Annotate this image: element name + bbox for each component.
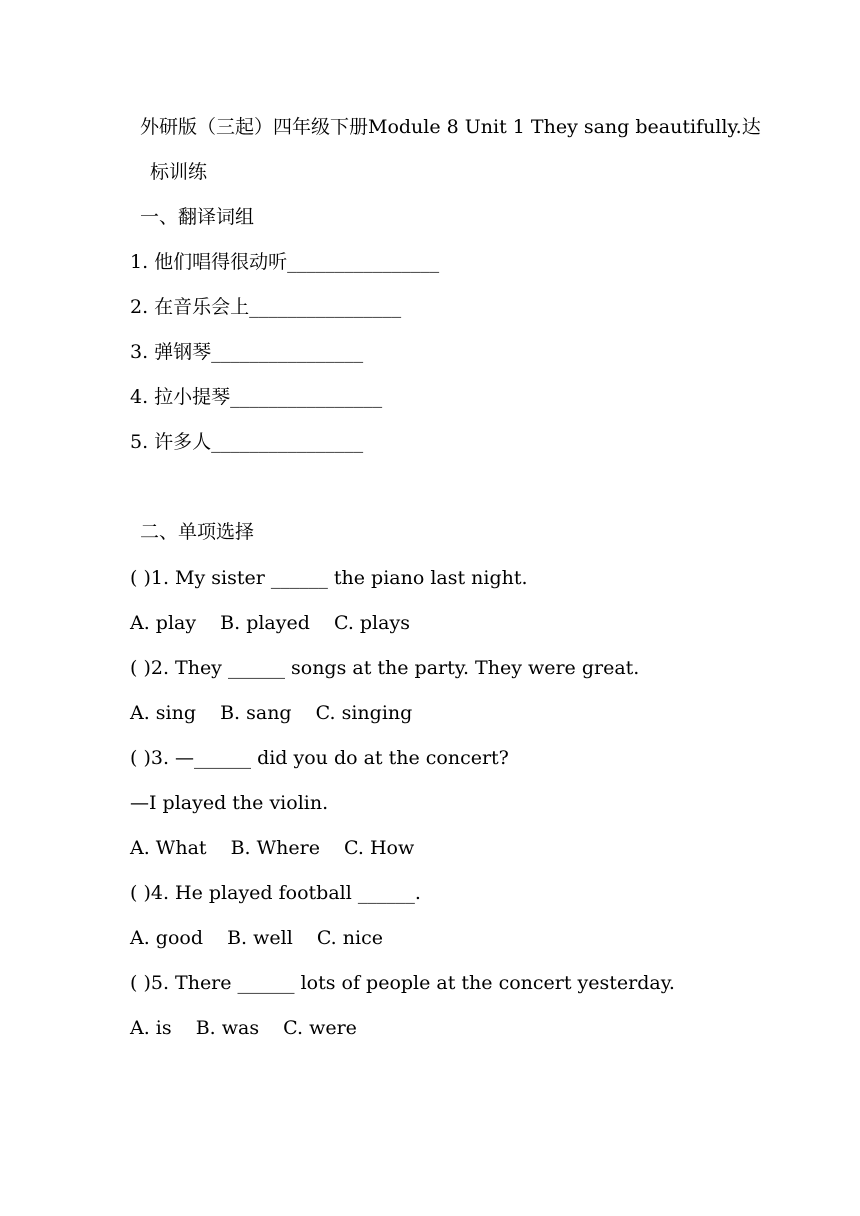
question-1-options [130, 611, 428, 635]
section-1-heading: 一、翻译词组 [140, 206, 255, 228]
translation-item-3: 3. 弹钢琴________________ [130, 341, 364, 363]
question-5-option-a: A. is [130, 1017, 172, 1039]
translation-item-1: 1. 他们唱得很动听________________ [130, 251, 440, 273]
question-3-answer-line: —I played the violin. [130, 792, 329, 814]
document-title-line-2: 标训练 [150, 161, 208, 183]
question-1-option-b: B. played [220, 612, 310, 634]
question-5-stem: ( )5. There ______ lots of people at the concert yesterday. [130, 972, 675, 994]
question-4-stem: ( )4. He played football ______. [130, 882, 421, 904]
question-3-stem: ( )3. —______ did you do at the concert? [130, 747, 509, 769]
question-1-option-a: A. play [130, 612, 197, 634]
question-2-option-b: B. sang [220, 702, 292, 724]
document-title-line-1: 外研版（三起）四年级下册Module 8 Unit 1 They sang beautifully.达 [140, 116, 761, 138]
question-4-option-a: A. good [130, 927, 204, 949]
question-4-option-b: B. well [227, 927, 293, 949]
question-1-option-c: C. plays [333, 612, 410, 634]
question-3-option-c: C. How [344, 837, 415, 859]
translation-item-5: 5. 许多人________________ [130, 431, 364, 453]
question-5-options [130, 1016, 375, 1040]
question-2-option-c: C. singing [315, 702, 413, 724]
question-2-option-a: A. sing [130, 702, 197, 724]
translation-item-2: 2. 在音乐会上________________ [130, 296, 402, 318]
question-5-option-c: C. were [283, 1017, 357, 1039]
question-1-stem: ( )1. My sister ______ the piano last night. [130, 567, 528, 589]
question-4-options [130, 926, 401, 950]
question-3-option-a: A. What [130, 837, 207, 859]
question-2-options [130, 701, 430, 725]
question-4-option-c: C. nice [316, 927, 383, 949]
section-2-heading: 二、单项选择 [140, 521, 255, 543]
question-2-stem: ( )2. They ______ songs at the party. They were great. [130, 657, 640, 679]
question-3-options [130, 836, 432, 860]
question-3-option-b: B. Where [230, 837, 320, 859]
translation-item-4: 4. 拉小提琴________________ [130, 386, 383, 408]
question-5-option-b: B. was [195, 1017, 260, 1039]
